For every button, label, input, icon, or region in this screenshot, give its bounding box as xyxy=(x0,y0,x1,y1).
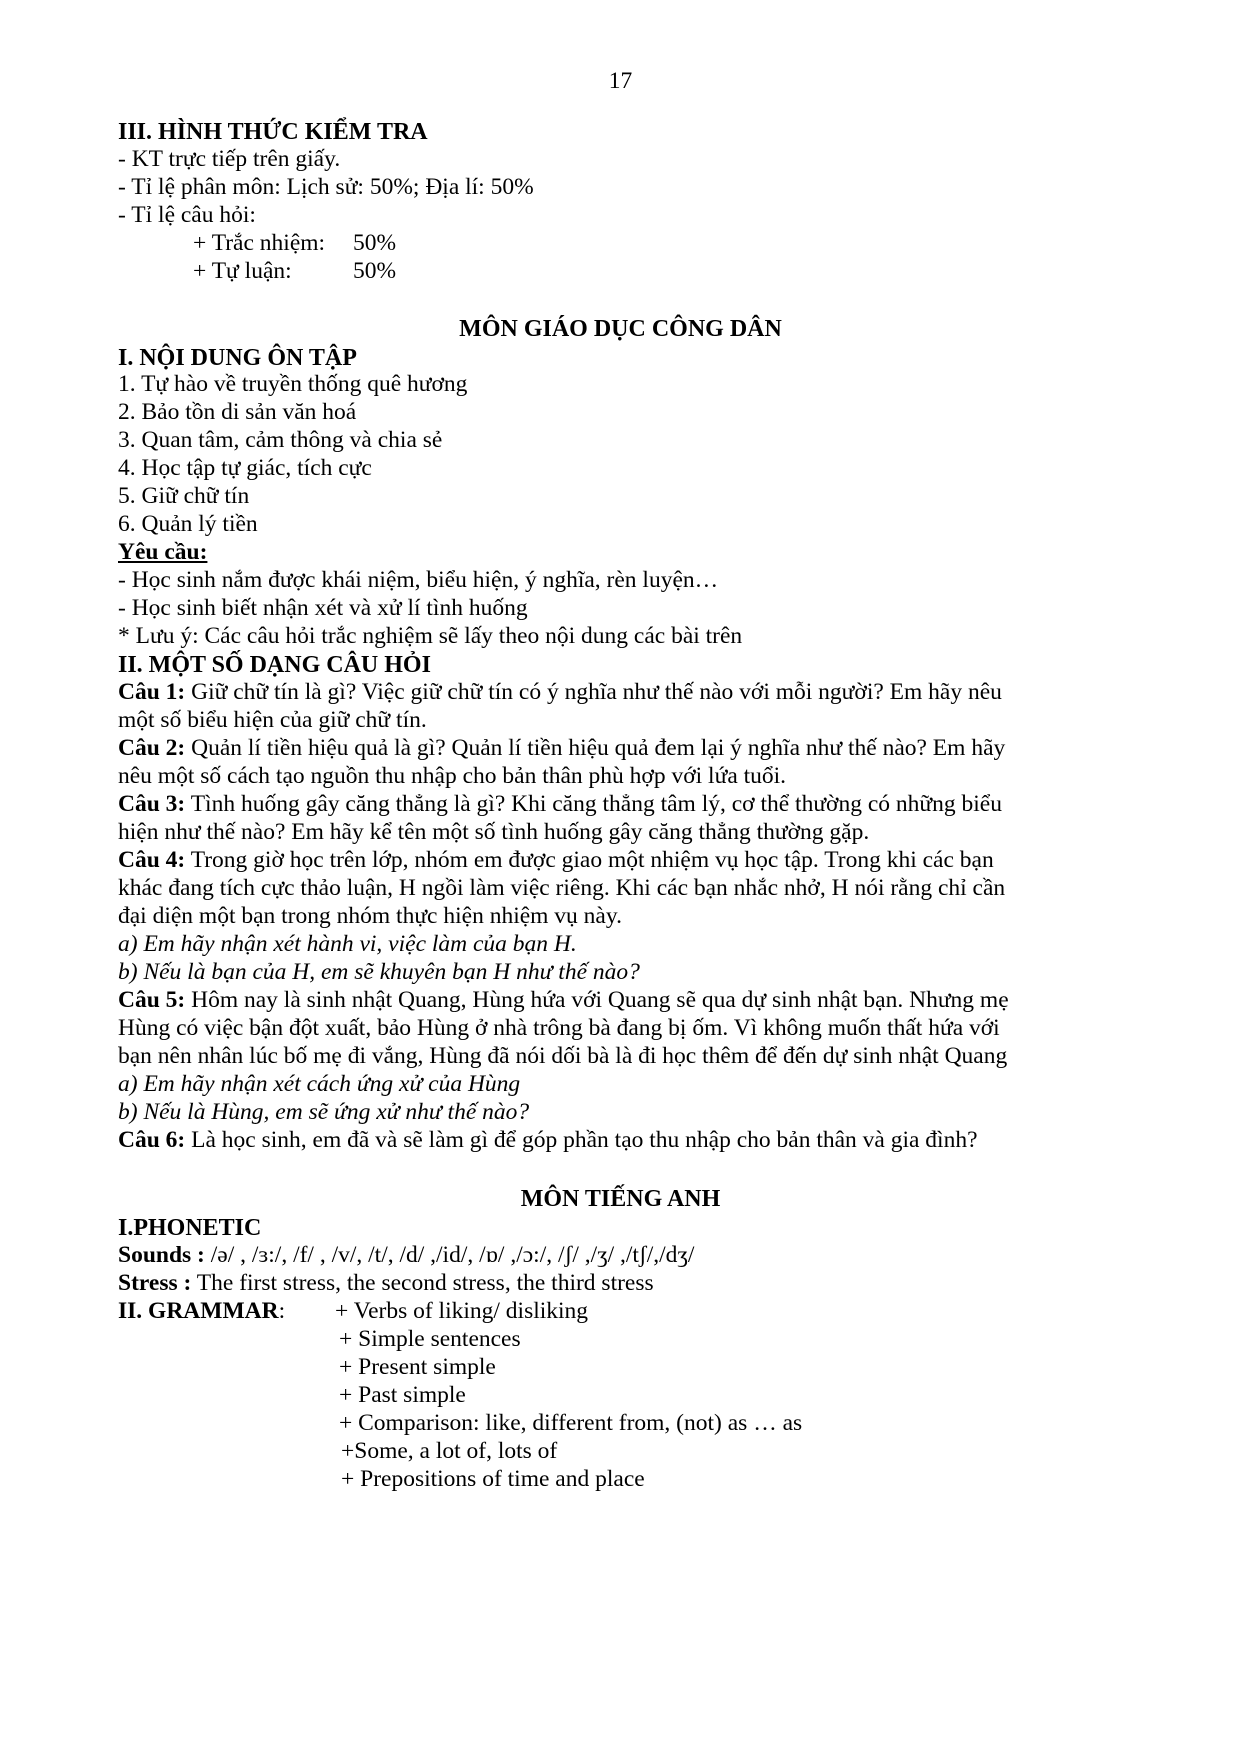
grammar-item: + Prepositions of time and place xyxy=(341,1466,645,1492)
sounds-value: /ə/ , /ɜ:/, /f/ , /v/, /t/, /d/ ,/id/, /ɒ/ ,/ɔ:/, /ʃ/ ,/ʒ/ ,/tʃ/,/dʒ/ xyxy=(204,1242,695,1268)
question-text: Quản lí tiền hiệu quả là gì? Quản lí tiền hiệu quả đem lại ý nghĩa như thế nào? Em hãy xyxy=(185,735,1006,761)
grammar-item: +Some, a lot of, lots of xyxy=(341,1438,558,1464)
grammar-heading xyxy=(118,1300,285,1324)
ratio-label: + Tự luận: xyxy=(193,258,292,284)
section-heading-question-types: II. MỘT SỐ DẠNG CÂU HỎI xyxy=(118,652,431,678)
stress-label: Stress : xyxy=(118,1270,192,1296)
test-format-line: - Tỉ lệ phân môn: Lịch sử: 50%; Địa lí: 50% xyxy=(118,174,534,200)
sub-question: a) Em hãy nhận xét cách ứng xử của Hùng xyxy=(118,1071,521,1097)
question-text: Trong giờ học trên lớp, nhóm em được giao một nhiệm vụ học tập. Trong khi các bạn xyxy=(185,847,994,873)
test-format-line: - Tỉ lệ câu hỏi: xyxy=(118,202,256,228)
question-text: Giữ chữ tín là gì? Việc giữ chữ tín có ý nghĩa như thế nào với mỗi người? Em hãy nêu xyxy=(185,679,1002,705)
question-5 xyxy=(118,989,1009,1013)
section-heading-review-content: I. NỘI DUNG ÔN TẬP xyxy=(118,345,357,371)
requirement-note: * Lưu ý: Các câu hỏi trắc nghiệm sẽ lấy theo nội dung các bài trên xyxy=(118,623,743,649)
requirements-label: Yêu cầu: xyxy=(118,539,208,565)
question-label: Câu 2: xyxy=(118,735,186,761)
topic-item: 2. Bảo tồn di sản văn hoá xyxy=(118,399,357,425)
topic-item: 1. Tự hào về truyền thống quê hương xyxy=(118,371,468,397)
requirement-line: - Học sinh nắm được khái niệm, biểu hiện, ý nghĩa, rèn luyện… xyxy=(118,567,719,593)
sub-question: a) Em hãy nhận xét hành vi, việc làm của bạn H. xyxy=(118,931,577,957)
question-text: hiện như thế nào? Em hãy kể tên một số tình huống gây căng thẳng thường gặp. xyxy=(118,819,870,845)
question-label: Câu 1: xyxy=(118,679,186,705)
stress-line xyxy=(118,1272,654,1296)
question-text: một số biểu hiện của giữ chữ tín. xyxy=(118,707,427,733)
question-text: Hùng có việc bận đột xuất, bảo Hùng ở nhà trông bà đang bị ốm. Vì không muốn thất hứa với xyxy=(118,1015,1000,1041)
question-text: đại diện một bạn trong nhóm thực hiện nhiệm vụ này. xyxy=(118,903,622,929)
sub-question: b) Nếu là bạn của H, em sẽ khuyên bạn H như thế nào? xyxy=(118,959,640,985)
test-format-line: - KT trực tiếp trên giấy. xyxy=(118,146,341,172)
grammar-item: + Comparison: like, different from, (not) as … as xyxy=(339,1410,803,1436)
question-3 xyxy=(118,793,1002,817)
question-label: Câu 5: xyxy=(118,987,186,1013)
sub-question: b) Nếu là Hùng, em sẽ ứng xử như thế nào? xyxy=(118,1099,530,1125)
ratio-value: 50% xyxy=(353,258,397,284)
subject-title-civics: MÔN GIÁO DỤC CÔNG DÂN xyxy=(459,316,782,342)
question-1 xyxy=(118,681,1002,705)
question-text: Tình huống gây căng thẳng là gì? Khi căng thẳng tâm lý, cơ thể thường có những biểu xyxy=(185,791,1002,817)
question-label: Câu 6: xyxy=(118,1127,186,1153)
grammar-item: + Present simple xyxy=(339,1354,496,1380)
requirement-line: - Học sinh biết nhận xét và xử lí tình huống xyxy=(118,595,528,621)
question-label: Câu 4: xyxy=(118,847,186,873)
question-text: bạn nên nhân lúc bố mẹ đi vắng, Hùng đã nói dối bà là đi học thêm để đến dự sinh nhật Quang xyxy=(118,1043,1008,1069)
question-text: nêu một số cách tạo nguồn thu nhập cho bản thân phù hợp với lứa tuổi. xyxy=(118,763,787,789)
sounds-line xyxy=(118,1244,694,1268)
sounds-label: Sounds : xyxy=(118,1242,205,1268)
grammar-item: + Past simple xyxy=(339,1382,466,1408)
section-heading-test-format: III. HÌNH THỨC KIỂM TRA xyxy=(118,119,428,145)
topic-item: 5. Giữ chữ tín xyxy=(118,483,250,509)
ratio-label: + Trắc nhiệm: xyxy=(193,230,326,256)
topic-item: 3. Quan tâm, cảm thông và chia sẻ xyxy=(118,427,443,453)
grammar-colon: : xyxy=(278,1298,286,1324)
question-text: Là học sinh, em đã và sẽ làm gì để góp phần tạo thu nhập cho bản thân và gia đình? xyxy=(185,1127,978,1153)
topic-item: 6. Quản lý tiền xyxy=(118,511,258,537)
question-label: Câu 3: xyxy=(118,791,186,817)
topic-item: 4. Học tập tự giác, tích cực xyxy=(118,455,372,481)
grammar-label: II. GRAMMAR xyxy=(118,1298,279,1324)
page-number: 17 xyxy=(608,68,633,94)
question-2 xyxy=(118,737,1005,761)
subject-title-english: MÔN TIẾNG ANH xyxy=(520,1186,721,1212)
question-4 xyxy=(118,849,994,873)
grammar-item: + Verbs of liking/ disliking xyxy=(335,1298,589,1324)
question-6 xyxy=(118,1129,978,1153)
ratio-value: 50% xyxy=(353,230,397,256)
stress-value: The first stress, the second stress, the third stress xyxy=(191,1270,654,1296)
question-text: Hôm nay là sinh nhật Quang, Hùng hứa với Quang sẽ qua dự sinh nhật bạn. Nhưng mẹ xyxy=(185,987,1009,1013)
question-text: khác đang tích cực thảo luận, H ngồi làm việc riêng. Khi các bạn nhắc nhở, H nói rằng chỉ cần xyxy=(118,875,1006,901)
section-heading-phonetic: I.PHONETIC xyxy=(118,1215,262,1241)
grammar-item: + Simple sentences xyxy=(339,1326,521,1352)
